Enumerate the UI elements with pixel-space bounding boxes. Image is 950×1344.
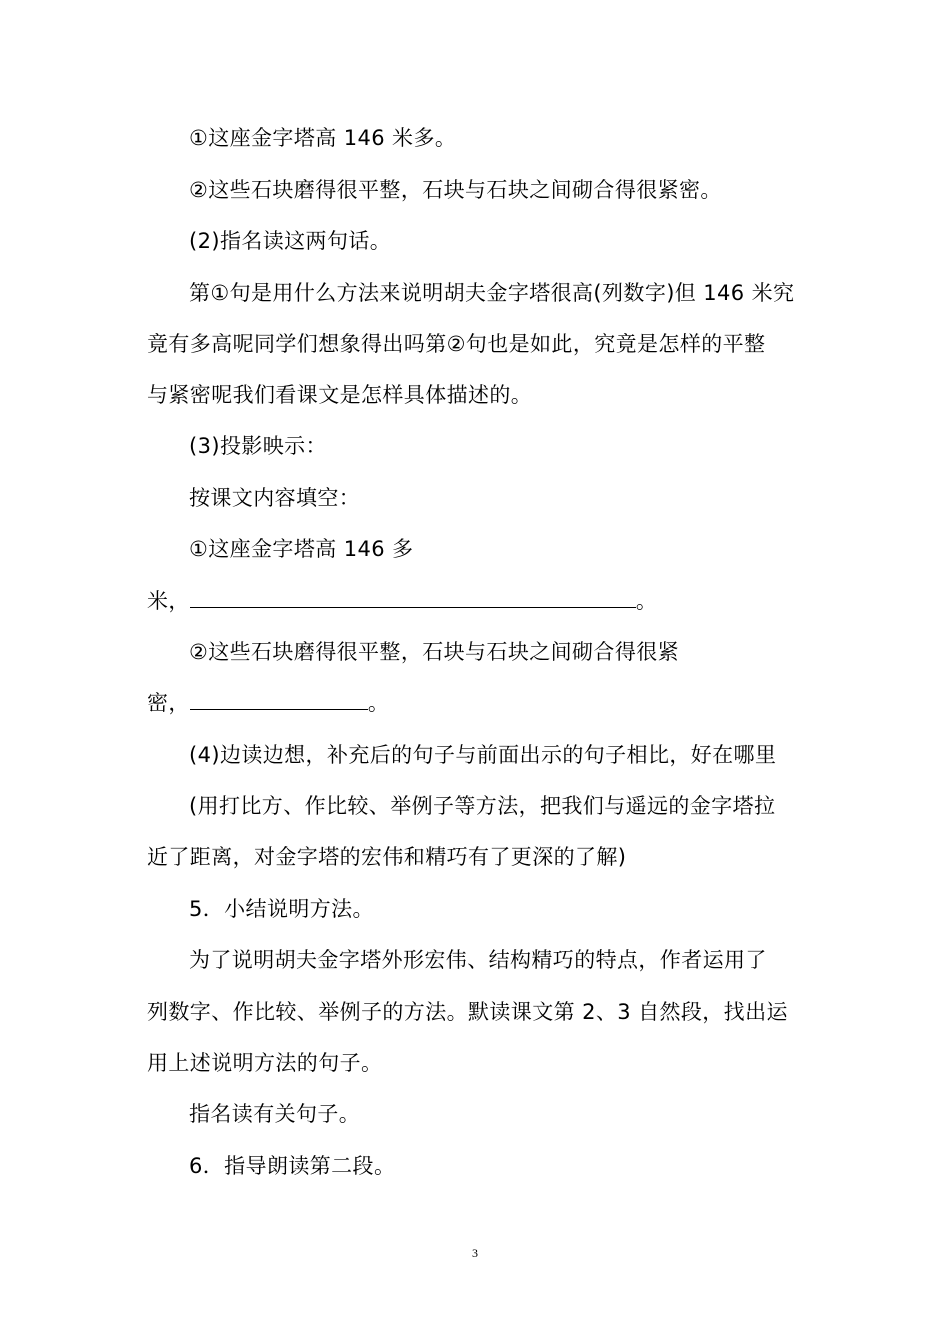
text-line: 近了距离，对金字塔的宏伟和精巧有了更深的了解) <box>147 845 627 869</box>
text-line: 列数字、作比较、举例子的方法。默读课文第 2、3 自然段，找出运 <box>147 1000 788 1024</box>
text-line: (4)边读边想，补充后的句子与前面出示的句子相比，好在哪里 <box>189 743 777 767</box>
fill-blank-prefix: 密， <box>147 691 190 715</box>
text-line: ②这些石块磨得很平整，石块与石块之间砌合得很紧密。 <box>189 178 722 202</box>
text-line: ①这座金字塔高 146 多 <box>189 537 414 561</box>
fill-blank-suffix: 。 <box>635 589 658 613</box>
fill-blank-prefix: 米， <box>147 589 190 613</box>
text-line: 第①句是用什么方法来说明胡夫金字塔很高(列数字)但 146 米究 <box>189 281 795 305</box>
text-line: (3)投影映示： <box>189 434 327 458</box>
text-line: (用打比方、作比较、举例子等方法，把我们与遥远的金字塔拉 <box>189 794 776 818</box>
section-heading: 5．小结说明方法。 <box>189 897 374 921</box>
fill-blank <box>190 689 368 710</box>
fill-blank-line <box>147 688 807 718</box>
section-heading: 6．指导朗读第二段。 <box>189 1154 396 1178</box>
text-line: (2)指名读这两句话。 <box>189 229 392 253</box>
text-line: 竟有多高呢同学们想象得出吗第②句也是如此，究竟是怎样的平整 <box>147 332 766 356</box>
text-line: ②这些石块磨得很平整，石块与石块之间砌合得很紧 <box>189 640 680 664</box>
text-line: 按课文内容填空： <box>189 486 361 510</box>
page-number: 3 <box>472 1246 478 1260</box>
fill-blank <box>190 587 636 608</box>
text-line: ①这座金字塔高 146 米多。 <box>189 126 457 150</box>
fill-blank-line <box>147 586 807 616</box>
text-line: 用上述说明方法的句子。 <box>147 1051 383 1075</box>
text-line: 与紧密呢我们看课文是怎样具体描述的。 <box>147 383 533 407</box>
text-line: 为了说明胡夫金字塔外形宏伟、结构精巧的特点，作者运用了 <box>189 948 767 972</box>
fill-blank-suffix: 。 <box>367 691 390 715</box>
text-line: 指名读有关句子。 <box>189 1102 361 1126</box>
